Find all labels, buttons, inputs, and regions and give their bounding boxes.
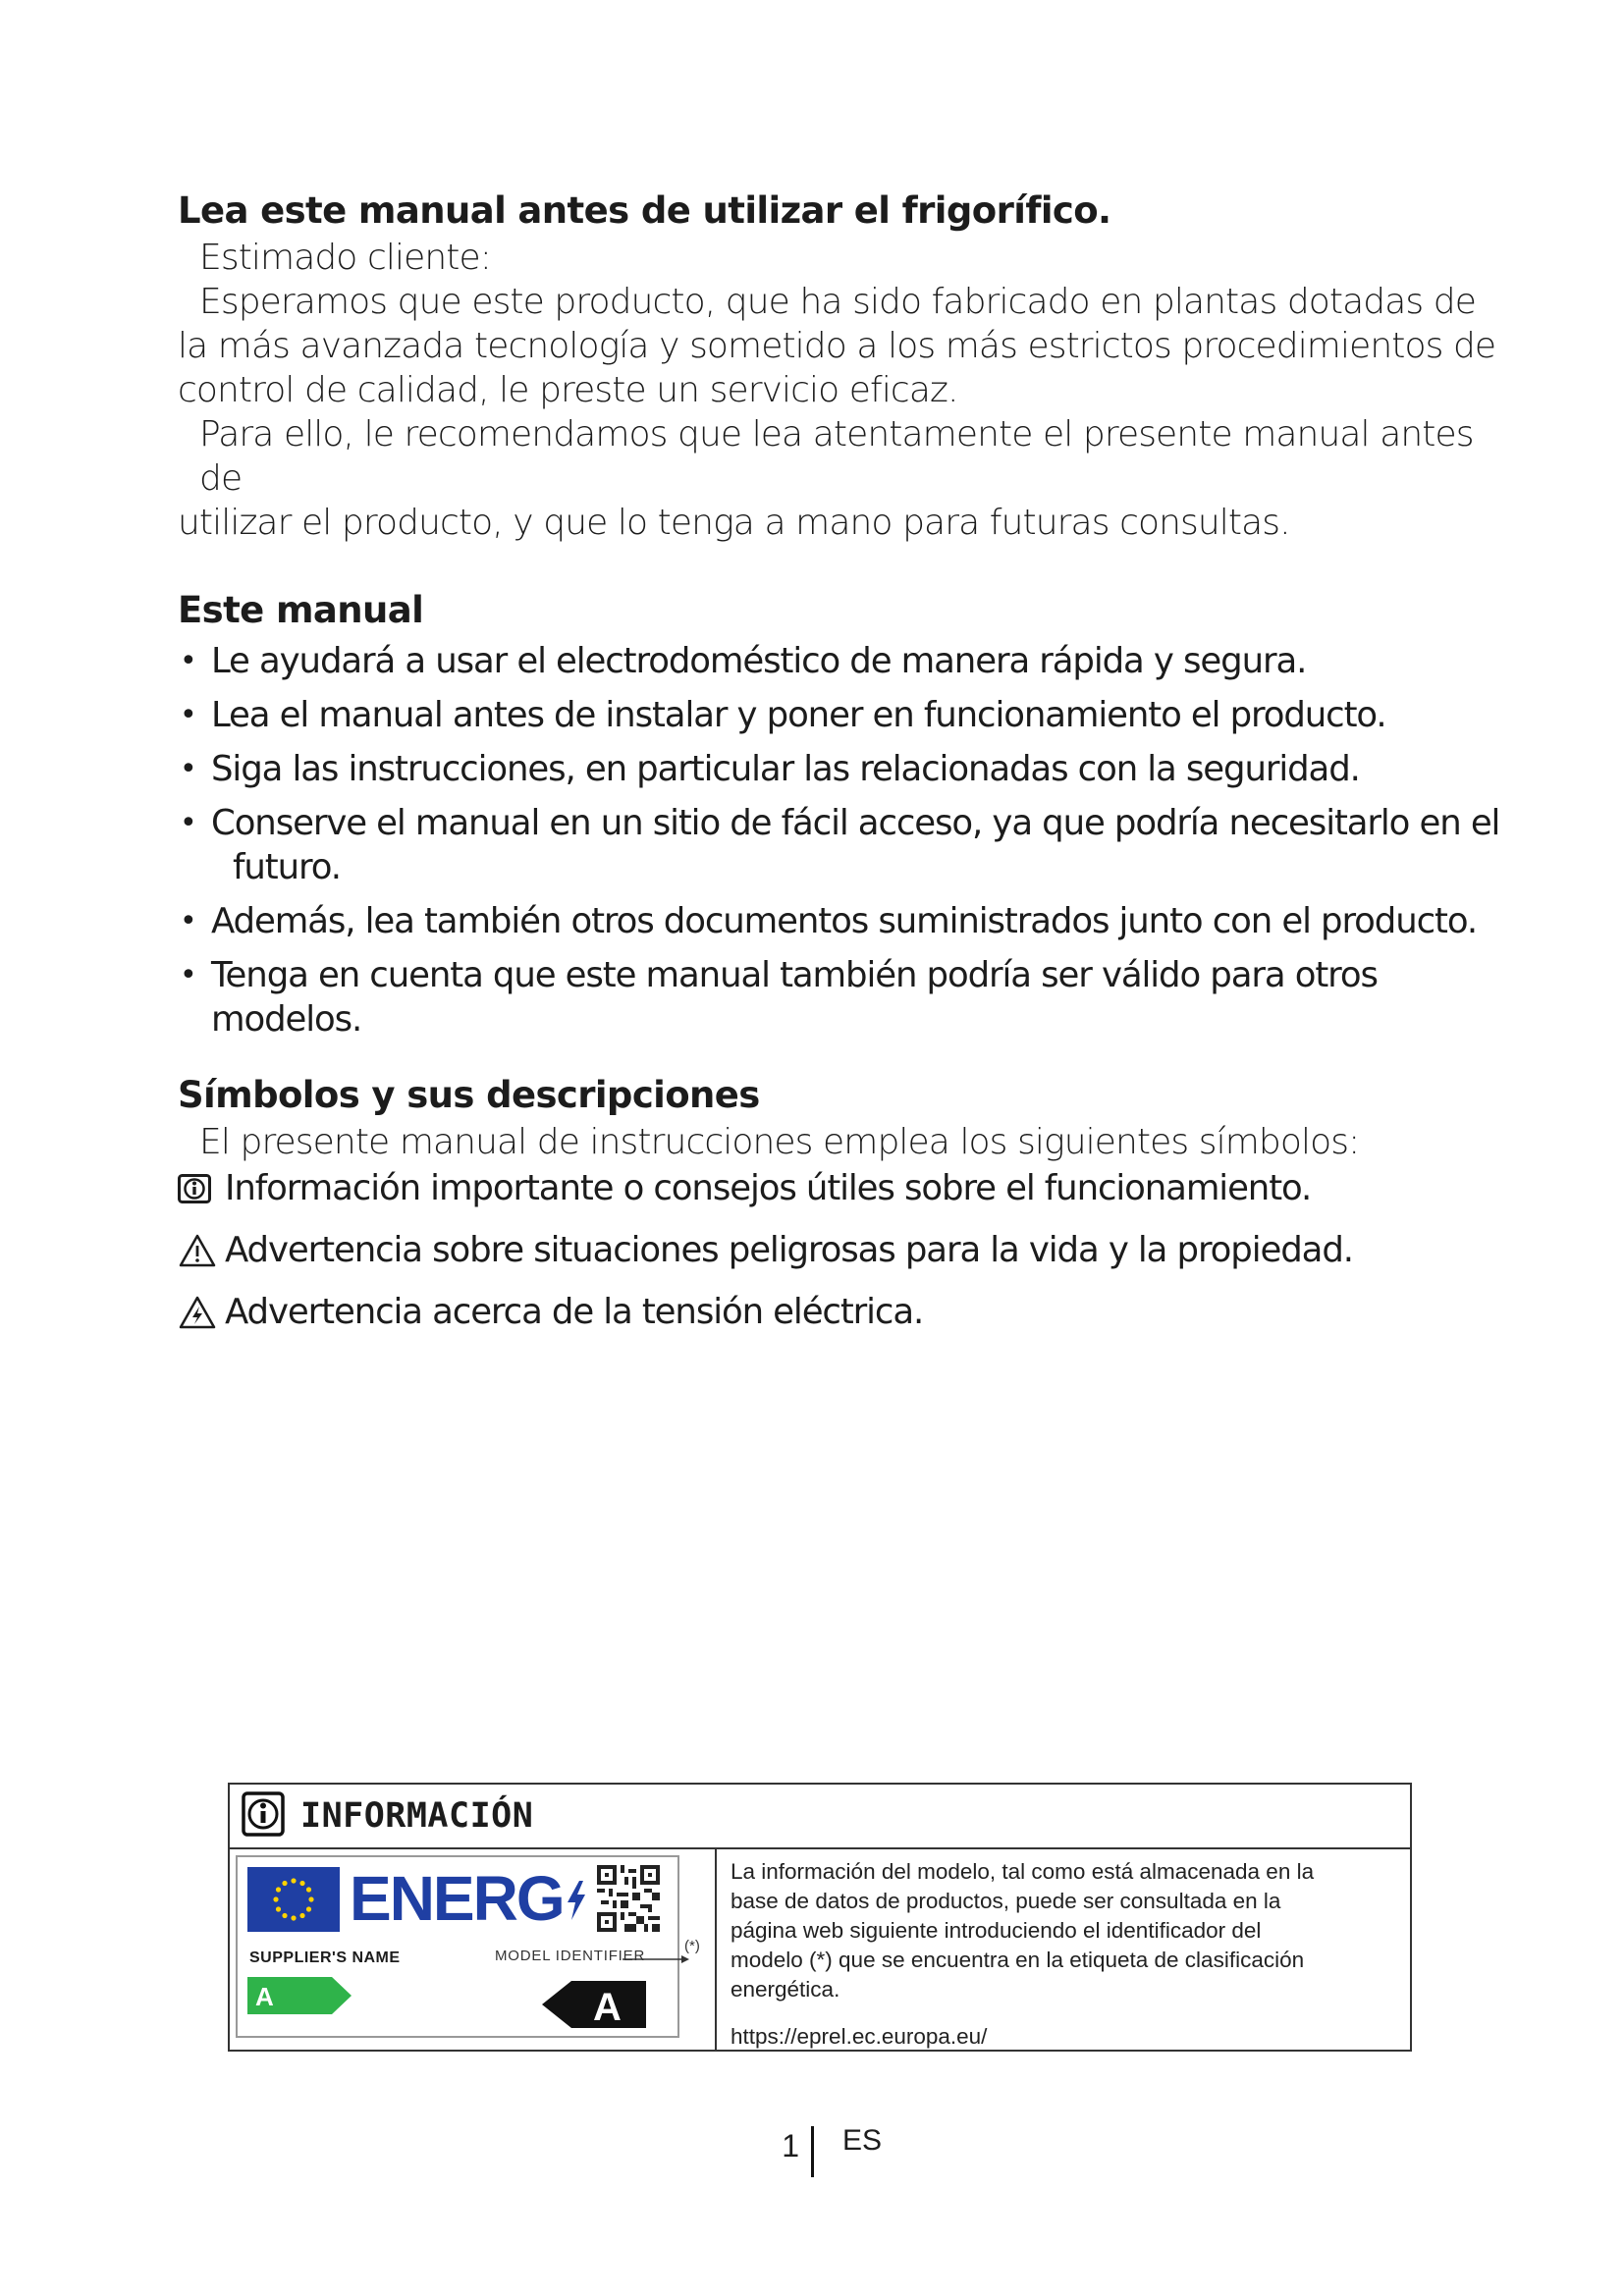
symbol-row-electric: [178, 1290, 1513, 1334]
greeting: Estimado cliente:: [199, 238, 491, 278]
symbols-heading: Símbolos y sus descripciones: [178, 1074, 760, 1116]
page-content: [178, 187, 1513, 1334]
eprel-link[interactable]: https://eprel.ec.europa.eu/: [731, 2024, 988, 2049]
symbols-section: [178, 1071, 1513, 1334]
electric-warning-icon: [178, 1293, 221, 1332]
class-left-letter: A: [255, 1982, 274, 2011]
intro-para1-line2: la más avanzada tecnología y sometido a los más estrictos procedimientos de: [178, 326, 1496, 366]
info-text-line: modelo (*) que se encuentra en la etiqueta de clasificación: [731, 1948, 1305, 1972]
symbol-text: Información importante o consejos útiles sobre el funcionamiento.: [225, 1168, 1312, 1208]
list-item: [178, 801, 1513, 889]
list-item: [178, 639, 1513, 683]
supplier-name: SUPPLIER'S NAME: [249, 1949, 401, 1966]
info-icon: [242, 1791, 285, 1841]
info-icon: [178, 1169, 221, 1208]
arrow-right-icon: [623, 1955, 689, 1963]
asterisk-marker: (*): [684, 1938, 700, 1954]
symbol-row-warning: [178, 1228, 1513, 1272]
bullet-text: Siga las instrucciones, en particular las relacionadas con la seguridad.: [211, 749, 1360, 789]
list-item: [178, 953, 1513, 1041]
language-code: ES: [842, 2124, 883, 2157]
energy-class-green-arrow: [247, 1977, 352, 2018]
information-title: INFORMACIÓN: [300, 1796, 534, 1836]
manual-heading: Este manual: [178, 589, 424, 631]
list-item: [178, 747, 1513, 791]
warning-triangle-icon: [178, 1231, 221, 1270]
bullet-text: Tenga en cuenta que este manual también podría ser válido para otros modelos.: [211, 955, 1378, 1040]
info-text-line: base de datos de productos, puede ser consultada en la: [731, 1889, 1281, 1913]
page-number: 1: [782, 2128, 799, 2163]
bullet-text: Lea el manual antes de instalar y poner en funcionamiento el producto.: [211, 695, 1386, 735]
bullet-dot: •: [180, 698, 196, 732]
manual-bullet-list: [178, 639, 1513, 1041]
bullet-text: Conserve el manual en un sitio de fácil acceso, ya que podría necesitarlo en el: [211, 803, 1500, 843]
information-box: [228, 1783, 1412, 2052]
information-box-header: [230, 1785, 1410, 1849]
energy-label-panel: [230, 1847, 717, 2050]
energy-label-title: [350, 1859, 589, 1938]
bullet-dot: •: [180, 958, 196, 992]
bullet-dot: •: [180, 644, 196, 678]
symbol-text: Advertencia acerca de la tensión eléctrica.: [225, 1292, 924, 1332]
eu-flag-icon: [247, 1867, 340, 1932]
intro-heading: Lea este manual antes de utilizar el frigorífico.: [178, 189, 1111, 232]
qr-code-icon: [597, 1865, 660, 1932]
lightning-icon: [564, 1879, 589, 1922]
info-text-line: página web siguiente introduciendo el identificador del: [731, 1918, 1262, 1943]
page-footer: [0, 2126, 1624, 2185]
intro-para2-line1: Para ello, le recomendamos que lea atentamente el presente manual antes de: [199, 414, 1474, 499]
bullet-dot: •: [180, 806, 196, 840]
bullet-dot: •: [180, 752, 196, 786]
energy-class-black-arrow: [542, 1981, 646, 2032]
list-item: [178, 693, 1513, 737]
symbol-row-info: [178, 1166, 1513, 1210]
bullet-text: Además, lea también otros documentos suministrados junto con el producto.: [211, 901, 1478, 941]
bullet-continuation: futuro.: [233, 847, 341, 887]
bullet-text: Le ayudará a usar el electrodoméstico de manera rápida y segura.: [211, 641, 1307, 681]
model-identifier: MODEL IDENTIFIER: [495, 1948, 646, 1964]
manual-section: [178, 586, 1513, 1041]
intro-para1-line1: Esperamos que este producto, que ha sido fabricado en plantas dotadas de: [199, 282, 1477, 322]
footer-divider: [811, 2126, 814, 2177]
intro-para1-line3: control de calidad, le preste un servicio eficaz.: [178, 370, 958, 410]
class-right-letter: A: [593, 1986, 622, 2028]
bullet-dot: •: [180, 904, 196, 938]
energy-text: ENERG: [350, 1863, 564, 1934]
symbols-intro: El presente manual de instrucciones emplea los siguientes símbolos:: [199, 1122, 1360, 1162]
symbol-text: Advertencia sobre situaciones peligrosas para la vida y la propiedad.: [225, 1230, 1353, 1270]
info-text-line: energética.: [731, 1977, 840, 2002]
information-text-panel: [717, 1847, 1410, 2050]
info-text-line: La información del modelo, tal como está almacenada en la: [731, 1859, 1315, 1884]
intro-para2-line2: utilizar el producto, y que lo tenga a mano para futuras consultas.: [178, 503, 1290, 543]
energy-label: [236, 1855, 679, 2038]
list-item: [178, 899, 1513, 943]
